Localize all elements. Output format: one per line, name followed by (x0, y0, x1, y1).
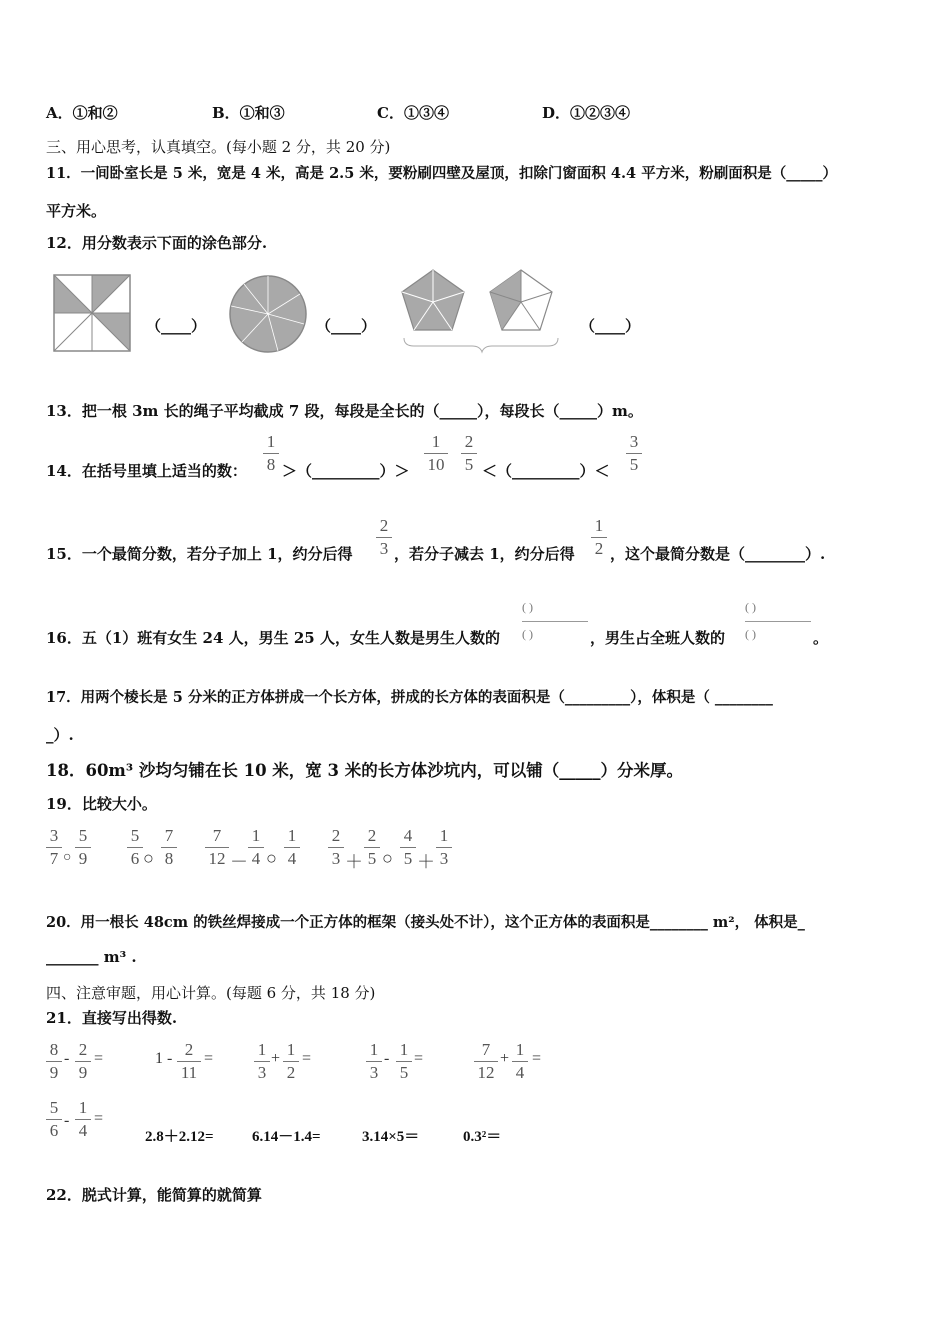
fraction: 1 4 (512, 1040, 528, 1083)
fraction: 2 5 (364, 826, 380, 869)
q11-line1: 11．一间卧室长是 5 米，宽是 4 米，高是 2.5 米，要粉刷四壁及屋顶，扣除门窗面积 4.4 平方米，粉刷面积是（_____） (46, 165, 837, 182)
q17-line2: _）. (46, 726, 74, 744)
fraction: 5 6 (127, 826, 143, 869)
pinwheel-square-figure (52, 273, 132, 353)
q16-part1: 16．五（1）班有女生 24 人，男生 25 人，女生人数是男生人数的 (46, 629, 500, 647)
plus-sign: + (271, 1050, 281, 1067)
q12-blank-3[interactable]: （____） (580, 317, 641, 335)
option-d: D．①②③④ (542, 104, 631, 122)
q16-denominator-blank-2[interactable]: ( ) (745, 627, 756, 641)
equals-sign: = (532, 1050, 542, 1067)
q17-line1: 17．用两个棱长是 5 分米的正方体拼成一个长方体，拼成的长方体的表面积是（_________），体积是（ ________ (46, 689, 773, 706)
q15-part1: 15．一个最简分数，若分子加上 1，约分后得 (46, 545, 353, 563)
plus-sign: ＋ (345, 852, 363, 872)
option-c: C．①③④ (377, 104, 449, 122)
fraction-bar (745, 621, 811, 622)
fraction: 1 2 (283, 1040, 299, 1083)
equals-sign: = (94, 1050, 104, 1067)
q14-blank-2[interactable]: ＜（_________）＜ (482, 462, 610, 480)
circle-figure (228, 274, 308, 354)
fraction: 1 3 (366, 1040, 382, 1083)
q12-text: 12．用分数表示下面的涂色部分. (46, 234, 268, 252)
calc-1: 2.8＋2.12= (145, 1129, 214, 1145)
fraction: 2 9 (75, 1040, 91, 1083)
q20-line2: _______ m³ . (46, 948, 137, 966)
pentagon-pair-figure (400, 268, 560, 358)
fraction: 3 7 (46, 826, 62, 869)
fraction: 1 8 (263, 432, 279, 475)
fraction: 1 4 (284, 826, 300, 869)
one-minus: 1 - (155, 1050, 173, 1067)
minus-sign: - (64, 1050, 70, 1067)
fraction: 3 5 (626, 432, 642, 475)
fraction: 1 4 (75, 1098, 91, 1141)
q18-text: 18．60m³ 沙均匀铺在长 10 米，宽 3 米的长方体沙坑内，可以铺（_____）分米厚。 (46, 761, 684, 780)
q12-blank-2[interactable]: （____） (316, 317, 377, 335)
q20-line1: 20．用一根长 48cm 的铁丝焊接成一个正方体的框架（接头处不计），这个正方体的表面积是________ m²， 体积是_ (46, 914, 805, 931)
q19-text: 19．比较大小。 (46, 795, 157, 813)
fraction: 2 3 (328, 826, 344, 869)
q15-part3: ，这个最简分数是（________）. (610, 545, 826, 563)
fraction: 7 8 (161, 826, 177, 869)
q21-text: 21．直接写出得数. (46, 1009, 178, 1027)
equals-sign: = (204, 1050, 214, 1067)
plus-sign: ＋ (417, 852, 435, 872)
q16-part2: ，男生占全班人数的 (590, 629, 726, 647)
compare-circle[interactable]: ○ (63, 850, 72, 865)
fraction: 1 3 (436, 826, 452, 869)
plus-sign: + (500, 1050, 510, 1067)
fraction: 8 9 (46, 1040, 62, 1083)
option-b: B．①和③ (212, 104, 285, 122)
q13-text: 13．把一根 3m 长的绳子平均截成 7 段，每段是全长的（_____），每段长（_____）m。 (46, 402, 643, 420)
fraction: 2 11 (177, 1040, 201, 1083)
q14-label: 14．在括号里填上适当的数： (46, 462, 247, 480)
minus-sign: - (64, 1112, 70, 1129)
equals-sign: = (94, 1110, 104, 1127)
compare-circle[interactable]: ○ (143, 848, 154, 868)
option-a: A．①和② (46, 104, 118, 122)
q16-denominator-blank[interactable]: ( ) (522, 627, 533, 641)
compare-circle[interactable]: ○ (382, 848, 393, 868)
q16-part3: 。 (813, 629, 829, 647)
equals-sign: = (302, 1050, 312, 1067)
q14-blank-1[interactable]: ＞（_________）＞ (282, 462, 410, 480)
q12-blank-1[interactable]: （____） (146, 317, 207, 335)
fraction-bar (522, 621, 588, 622)
compare-circle[interactable]: ○ (266, 848, 277, 868)
section-4-title: 四、注意审题，用心计算。(每题 6 分，共 18 分) (46, 984, 376, 1002)
minus-sign: - (384, 1050, 390, 1067)
fraction: 1 4 (248, 826, 264, 869)
fraction: 4 5 (400, 826, 416, 869)
fraction: 7 12 (474, 1040, 498, 1083)
calc-2: 6.14－1.4= (252, 1129, 321, 1145)
q16-numerator-blank-2[interactable]: ( ) (745, 600, 756, 614)
fraction: 5 6 (46, 1098, 62, 1141)
fraction: 1 2 (591, 516, 607, 559)
minus-sign: － (230, 852, 248, 872)
section-3-title: 三、用心思考，认真填空。(每小题 2 分，共 20 分) (46, 138, 391, 156)
fraction: 5 9 (75, 826, 91, 869)
fraction: 1 3 (254, 1040, 270, 1083)
q22-text: 22．脱式计算，能简算的就简算 (46, 1186, 262, 1204)
fraction: 2 5 (461, 432, 477, 475)
fraction: 7 12 (205, 826, 229, 869)
fraction: 1 5 (396, 1040, 412, 1083)
fraction: 1 10 (424, 432, 448, 475)
calc-3: 3.14×5＝ (362, 1129, 420, 1145)
q15-part2: ，若分子减去 1，约分后得 (394, 545, 575, 563)
calc-4: 0.3²＝ (463, 1129, 502, 1145)
equals-sign: = (414, 1050, 424, 1067)
q11-line2: 平方米。 (46, 202, 107, 220)
q16-numerator-blank[interactable]: ( ) (522, 600, 533, 614)
fraction: 2 3 (376, 516, 392, 559)
